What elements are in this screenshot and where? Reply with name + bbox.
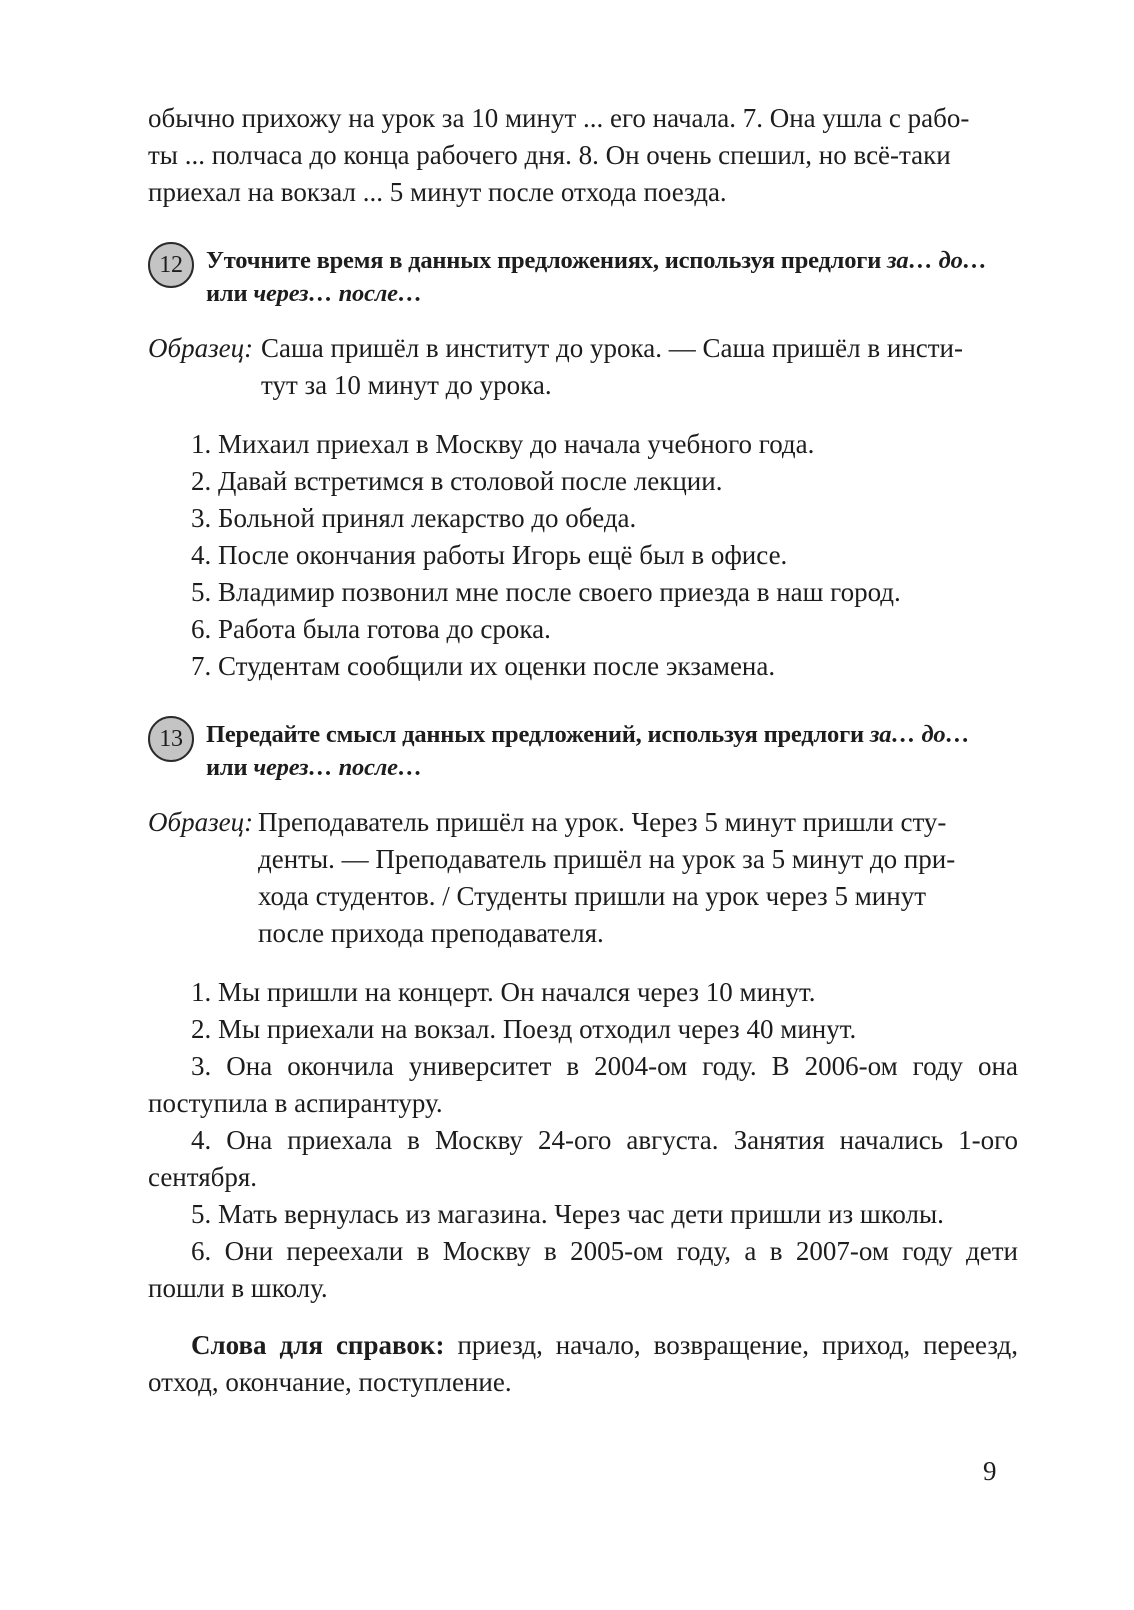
list-item: 6. Работа была готова до срока. [191,614,551,644]
list-item: 3. Она окончила университет в 2004-ом году. В 2006-ом году она поступила в аспирантуру. [148,1051,1018,1118]
exercise-13-example [148,804,1018,952]
preposition-pair: через… после… [253,280,423,307]
page-number: 9 [983,1456,997,1486]
list-item: 1. Михаил приехал в Москву до начала учебного года. [191,429,815,459]
example-line: Саша пришёл в институт до урока. — Саша пришёл в инсти- [261,333,963,363]
example-label: Образец: [148,333,254,363]
instruction-or: или [206,280,254,307]
example-label: Образец: [148,807,254,837]
exercise-13-items [148,974,1018,1307]
instruction-text: Передайте смысл данных предложений, используя предлоги [206,721,870,748]
exercise-12-instruction [148,244,1018,310]
list-item: 3. Больной принял лекарство до обеда. [191,503,637,533]
instruction-text: Уточните время в данных предложениях, используя предлоги [206,247,888,274]
reference-label: Слова для справок: [191,1330,445,1360]
exercise-12-items [148,426,1018,685]
example-line: после прихода преподавателя. [258,918,604,948]
example-body [258,804,1018,952]
reference-words [148,1327,1018,1401]
example-line: тут за 10 минут до урока. [261,370,552,400]
intro-paragraph [148,100,1018,211]
example-line: Преподаватель пришёл на урок. Через 5 минут пришли сту- [258,807,947,837]
list-item: 7. Студентам сообщили их оценки после экзамена. [191,651,776,681]
example-line: денты. — Преподаватель пришёл на урок за 5 минут до при- [258,844,956,874]
page-content [148,100,1018,1401]
instruction-or: или [206,754,254,781]
list-item: 2. Мы приехали на вокзал. Поезд отходил через 40 минут. [191,1014,857,1044]
example-body [261,330,1018,404]
preposition-pair: за… до… [869,721,970,748]
exercise-number-badge: 12 [148,242,194,288]
list-item: 2. Давай встретимся в столовой после лекции. [191,466,723,496]
list-item: 1. Мы пришли на концерт. Он начался через 10 минут. [191,977,816,1007]
exercise-13-instruction [148,718,1018,784]
intro-line: ты ... полчаса до конца рабочего дня. 8. Он очень спешил, но всё-таки [148,140,951,170]
intro-line: обычно прихожу на урок за 10 минут ... его начала. 7. Она ушла с рабо- [148,103,970,133]
preposition-pair: через… после… [253,754,423,781]
list-item: 4. После окончания работы Игорь ещё был в офисе. [191,540,788,570]
preposition-pair: за… до… [887,247,987,274]
example-line: хода студентов. / Студенты пришли на урок через 5 минут [258,881,926,911]
exercise-12-example [148,330,1018,404]
reference-text: приезд, начало, возвращение, приход, переезд, отход, окончание, поступление. [148,1330,1018,1397]
list-item: 5. Владимир позвонил мне после своего приезда в наш город. [191,577,901,607]
list-item: 6. Они переехали в Москву в 2005-ом году, а в 2007-ом году дети пошли в школу. [148,1236,1018,1303]
list-item: 5. Мать вернулась из магазина. Через час дети пришли из школы. [191,1199,944,1229]
exercise-number-badge: 13 [148,716,194,762]
intro-line: приехал на вокзал ... 5 минут после отхода поезда. [148,177,727,207]
list-item: 4. Она приехала в Москву 24-ого августа. Занятия начались 1-ого сентября. [148,1125,1018,1192]
